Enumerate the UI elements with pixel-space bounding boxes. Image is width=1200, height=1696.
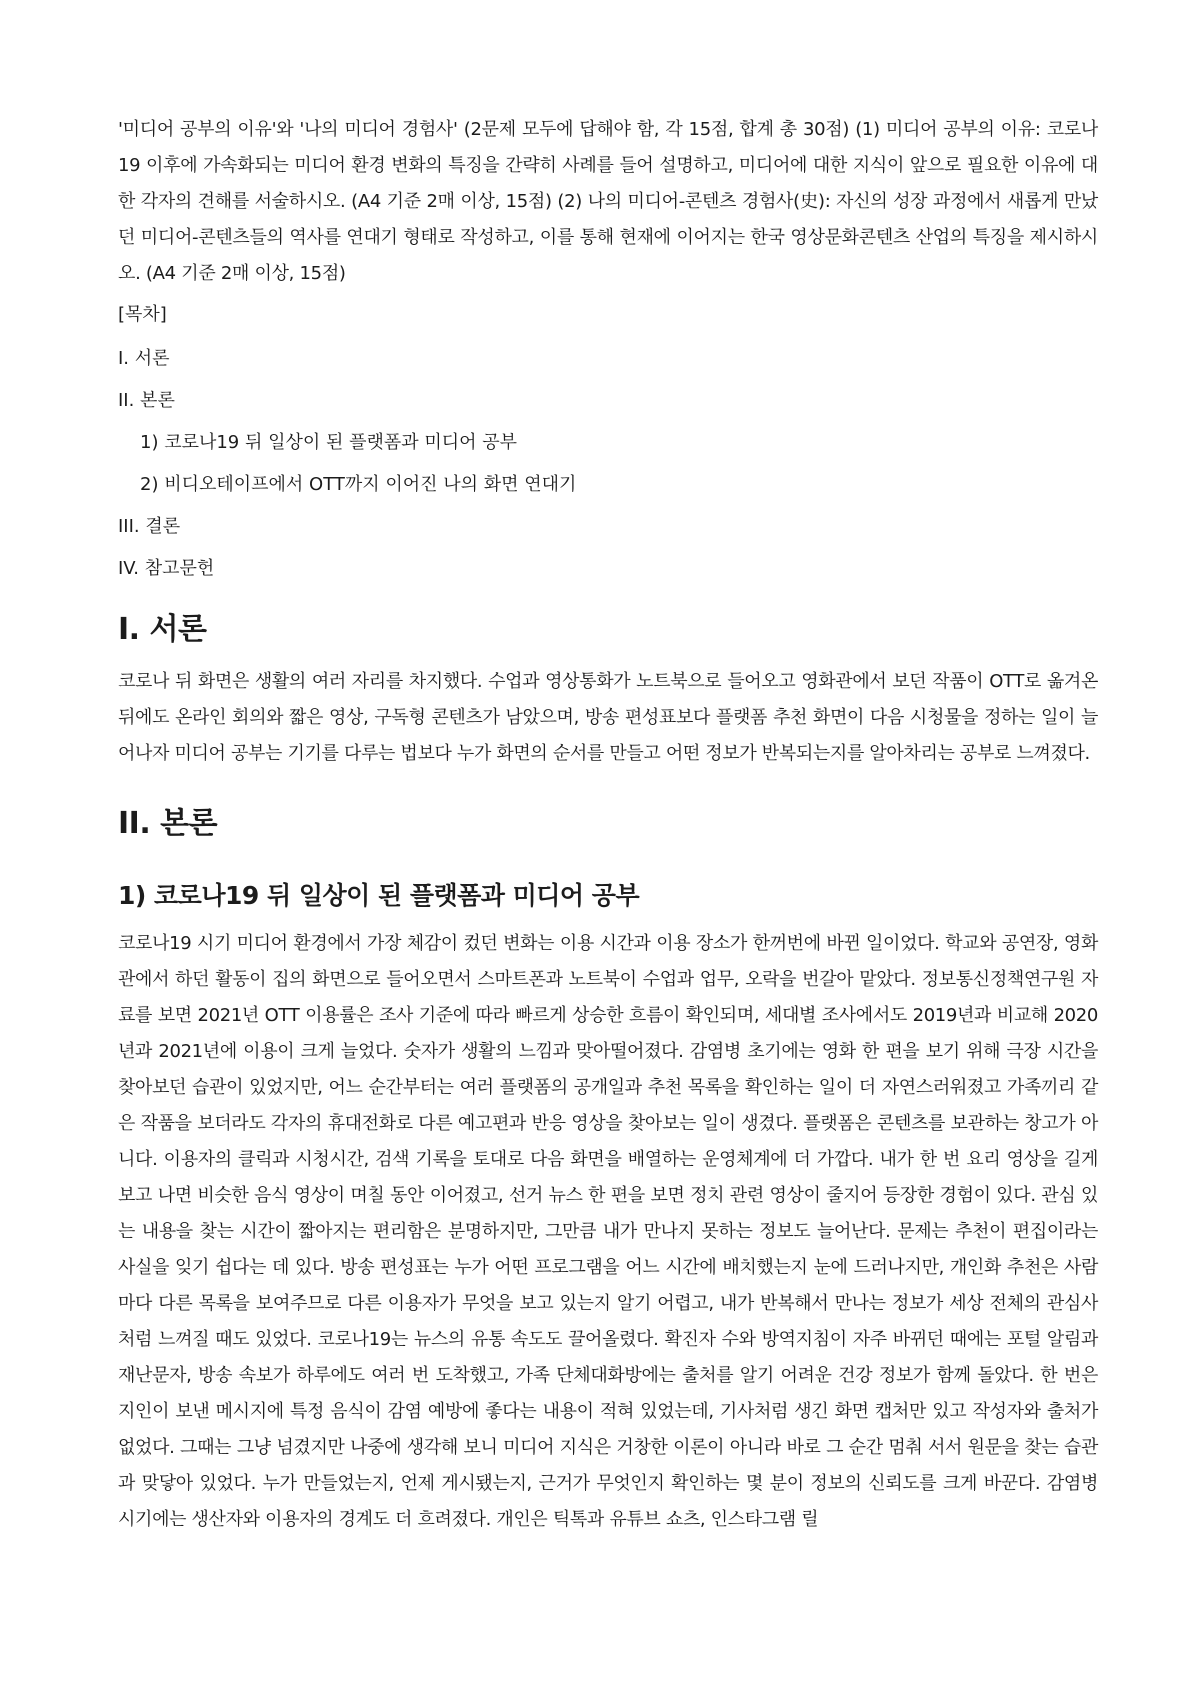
section-heading-intro: I. 서론 <box>118 612 207 647</box>
intro-paragraph: 코로나 뒤 화면은 생활의 여러 자리를 차지했다. 수업과 영상통화가 노트북으로 들어오고 영화관에서 보던 작품이 OTT로 옮겨온 뒤에도 온라인 회의와 짧은 영상, 구독형 콘텐츠가 남았으며, 방송 편성표보다 플랫폼 추천 화면이 다음 시청물을 정하는 일이 늘어나자 미디어 공부는 기기를 다루는 법보다 누가 화면의 순서를 만들고 어떤 정보가 반복되는지를 알아차리는 공부로 느껴졌다. <box>118 671 1098 764</box>
body-paragraph-1: 코로나19 시기 미디어 환경에서 가장 체감이 컸던 변화는 이용 시간과 이용 장소가 한꺼번에 바뀐 일이었다. 학교와 공연장, 영화관에서 하던 활동이 집의 화면으로 들어오면서 스마트폰과 노트북이 수업과 업무, 오락을 번갈아 맡았다. 정보통신정책연구원 자료를 보면 2021년 OTT 이용률은 조사 기준에 따라 빠르게 상승한 흐름이 확인되며, 세대별 조사에서도 2019년과 비교해 2020년과 2021년에 이용이 크게 늘었다. 숫자가 생활의 느낌과 맞아떨어졌다. 감염병 초기에는 영화 한 편을 보기 위해 극장 시간을 찾아보던 습관이 있었지만, 어느 순간부터는 여러 플랫폼의 공개일과 추천 목록을 확인하는 일이 더 자연스러워졌고 가족끼리 같은 작품을 보더라도 각자의 휴대전화로 다른 예고편과 반응 영상을 찾아보는 일이 생겼다. 플랫폼은 콘텐츠를 보관하는 창고가 아니다. 이용자의 클릭과 시청시간, 검색 기록을 토대로 다음 화면을 배열하는 운영체계에 더 가깝다. 내가 한 번 요리 영상을 길게 보고 나면 비슷한 음식 영상이 며칠 동안 이어졌고, 선거 뉴스 한 편을 보면 정치 관련 영상이 줄지어 등장한 경험이 있다. 관심 있는 내용을 찾는 시간이 짧아지는 편리함은 분명하지만, 그만큼 내가 만나지 못하는 정보도 늘어난다. 문제는 추천이 편집이라는 사실을 잊기 쉽다는 데 있다. 방송 편성표는 누가 어떤 프로그램을 어느 시간에 배치했는지 눈에 드러나지만, 개인화 추천은 사람마다 다른 목록을 보여주므로 다른 이용자가 무엇을 보고 있는지 알기 어렵고, 내가 반복해서 만나는 정보가 세상 전체의 관심사처럼 느껴질 때도 있었다. 코로나19는 뉴스의 유통 속도도 끌어올렸다. 확진자 수와 방역지침이 자주 바뀌던 때에는 포털 알림과 재난문자, 방송 속보가 하루에도 여러 번 도착했고, 가족 단체대화방에는 출처를 알기 어려운 건강 정보가 함께 돌았다. 한 번은 지인이 보낸 메시지에 특정 음식이 감염 예방에 좋다는 내용이 적혀 있었는데, 기사처럼 생긴 화면 캡처만 있고 작성자와 출처가 없었다. 그때는 그냥 넘겼지만 나중에 생각해 보니 미디어 지식은 거창한 이론이 아니라 바로 그 순간 멈춰 서서 원문을 찾는 습관과 맞닿아 있었다. 누가 만들었는지, 언제 게시됐는지, 근거가 무엇인지 확인하는 몇 분이 정보의 신뢰도를 크게 바꾼다. 감염병 시기에는 생산자와 이용자의 경계도 더 흐려졌다. 개인은 틱톡과 유튜브 쇼츠, 인스타그램 릴 <box>118 933 1098 1530</box>
subsection-heading-1: 1) 코로나19 뒤 일상이 된 플랫폼과 미디어 공부 <box>118 881 640 910</box>
table-of-contents <box>118 304 1098 580</box>
toc-item-references: IV. 참고문헌 <box>118 558 215 579</box>
section-heading-body: II. 본론 <box>118 806 218 841</box>
toc-item-intro: I. 서론 <box>118 348 170 369</box>
toc-item-body-2: 2) 비디오테이프에서 OTT까지 이어진 나의 화면 연대기 <box>140 474 577 495</box>
assignment-prompt: '미디어 공부의 이유'와 '나의 미디어 경험사' (2문제 모두에 답해야 함, 각 15점, 합계 총 30점) (1) 미디어 공부의 이유: 코로나19 이후에 가속화되는 미디어 환경 변화의 특징을 간략히 사례를 들어 설명하고, 미디어에 대한 지식이 앞으로 필요한 이유에 대한 각자의 견해를 서술하시오. (A4 기준 2매 이상, 15점) (2) 나의 미디어-콘텐츠 경험사(史): 자신의 성장 과정에서 새롭게 만났던 미디어-콘텐츠들의 역사를 연대기 형태로 작성하고, 이를 통해 현재에 이어지는 한국 영상문화콘텐츠 산업의 특징을 제시하시오. (A4 기준 2매 이상, 15점) <box>118 119 1098 284</box>
document-page <box>118 112 1098 1538</box>
toc-item-body: II. 본론 <box>118 390 175 411</box>
toc-heading: [목차] <box>118 304 167 325</box>
toc-item-body-1: 1) 코로나19 뒤 일상이 된 플랫폼과 미디어 공부 <box>140 432 518 453</box>
toc-item-conclusion: III. 결론 <box>118 516 181 537</box>
